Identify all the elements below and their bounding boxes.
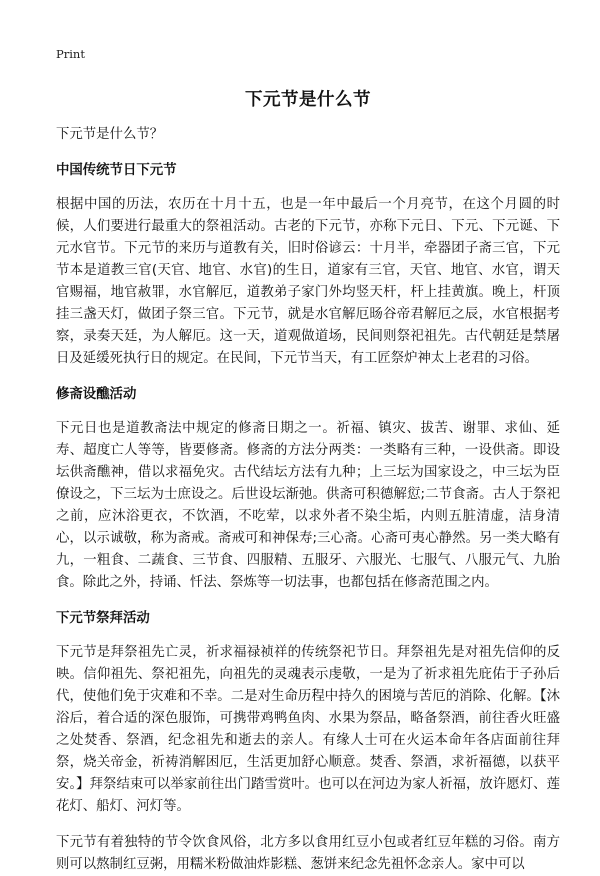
paragraph-worship: 下元节是拜祭祖先亡灵，祈求福禄祯祥的传统祭祀节日。拜祭祖先是对祖先信仰的反映。信仰祖先、祭祀祖先，向祖先的灵魂表示虔敬，一是为了祈求祖先庇佑于子孙后代，使他们免于灾难和不幸。二是对生命历程中持久的困境与苦厄的消除、化解。【沐浴后，着合适的深色服饰，可携带鸡鸭鱼肉、水果为祭品，略备祭酒，前往香火旺盛之处焚香、祭酒，纪念祖先和逝去的亲人。有缘人士可在火运本命年各店面前往拜祭，烧关帝金，祈祷消解困厄，生活更加舒心顺意。焚香、祭酒，求祈福德，以获平安。】拜祭结束可以举家前往出门踏雪赏叶。也可以在河边为家人祈福，放许愿灯、莲花灯、船灯、河灯等。 [56, 645, 560, 814]
paragraph-origin: 根据中国的历法，农历在十月十五，也是一年中最后一个月亮节，在这个月圆的时候，人们要进行最重大的祭祖活动。古老的下元节，亦称下元日、下元、下元诞、下元水官节。下元节的来历与道教有关，旧时俗谚云：十月半，牵器团子斋三官，下元节本是道教三官(天官、地官、水官)的生日，道家有三官，天官、地官、水官，谓天官赐福，地官赦罪，水官解厄，道教弟子家门外均竖天杆，杆上挂黄旗。晚上，杆顶挂三盏天灯，做团子祭三官。下元节，就是水官解厄旸谷帝君解厄之辰，水官根据考察，录奏天廷，为人解厄。这一天，道观做道场，民间则祭祀祖先。古代朝廷是禁屠日及延缓死执行日的规定。在民间，下元节当天，有工匠祭炉神太上老君的习俗。 [56, 197, 560, 366]
section-heading-worship: 下元节祭拜活动 [56, 611, 150, 626]
paragraph-fasting: 下元日也是道教斋法中规定的修斋日期之一。祈福、镇灾、拔苦、谢罪、求仙、延寿、超度亡人等等，皆要修斋。修斋的方法分两类：一类略有三种，一设供斋。即设坛供斋醮神，借以求福免灾。古代结坛方法有九种；上三坛为国家设之，中三坛为臣僚设之，下三坛为士庶设之。后世设坛渐弛。供斋可积德解愆;二节食斋。古人于祭祀之前，应沐浴更衣，不饮酒，不吃荤，以求外者不染尘垢，内则五脏清虚，洁身清心，以示诚敬，称为斋戒。斋戒可和神保寿;三心斋。心斋可夷心静然。另一类大略有九，一粗食、二蔬食、三节食、四服精、五服牙、六服光、七服气、八服元气、九胎食。除此之外，持诵、忏法、祭炼等一切法事，也都包括在修斋范围之内。 [56, 421, 560, 590]
paragraph-food-customs: 下元节有着独特的节令饮食风俗，北方多以食用红豆小包或者红豆年糕的习俗。南方则可以熬制红豆粥，用糯米粉做油炸影糕、葱饼来纪念先祖怀念亲人。家中可以 [56, 835, 560, 872]
intro-question: 下元节是什么节？ [56, 127, 164, 142]
section-heading-fasting: 修斋设醮活动 [56, 387, 137, 402]
print-link[interactable]: Print [56, 47, 85, 61]
page-title: 下元节是什么节 [245, 90, 371, 110]
section-heading-origin: 中国传统节日下元节 [56, 163, 177, 178]
